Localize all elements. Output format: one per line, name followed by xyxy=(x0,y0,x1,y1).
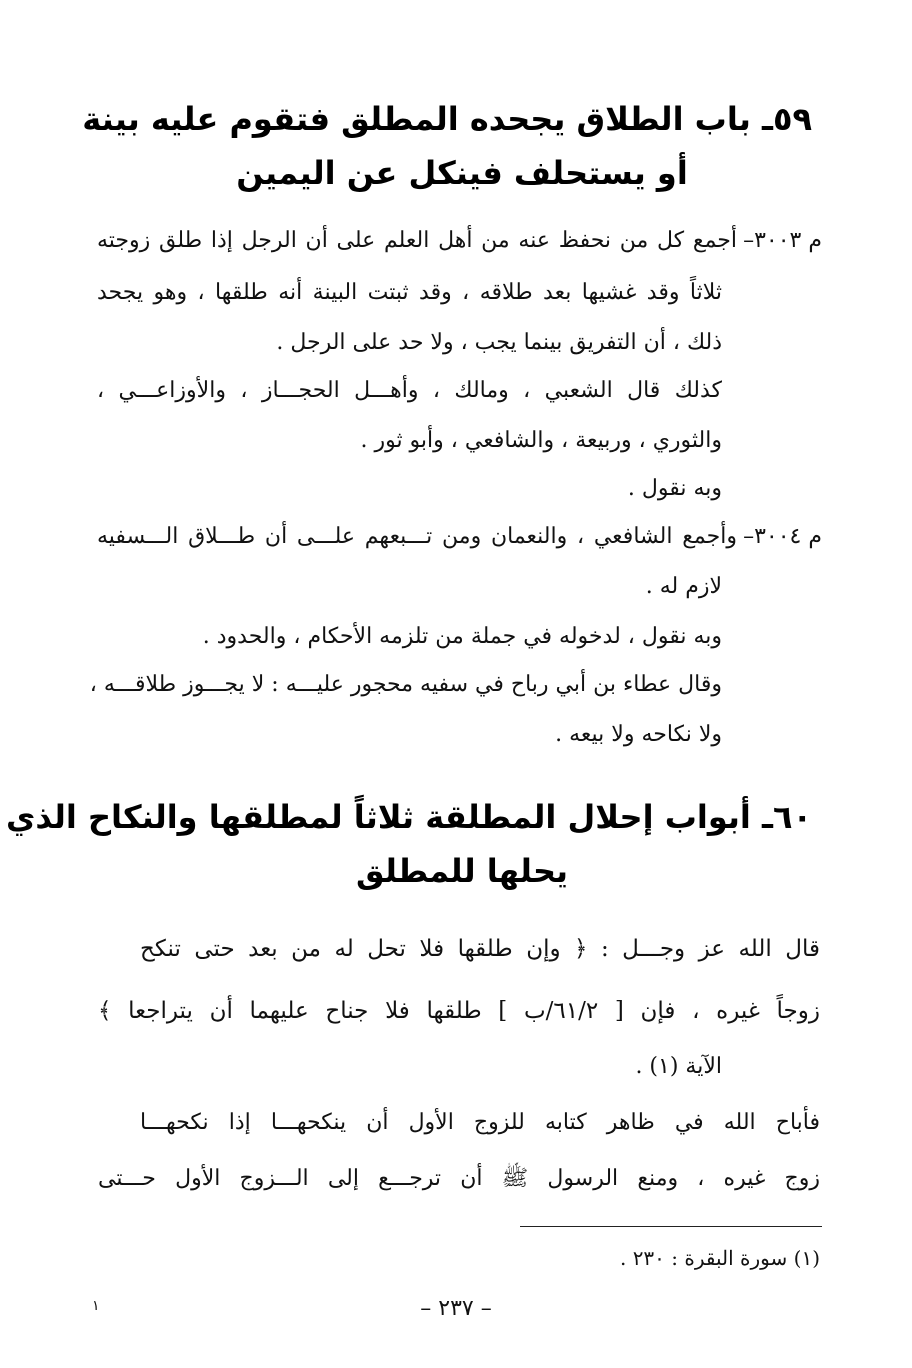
chapter-60-line-5: زوج غيره ، ومنع الرسول ﷺ أن ترجـــع إلى الـــزوج الأول حـــتى xyxy=(98,1166,820,1191)
entry-3003-line-3: ذلك ، أن التفريق بينما يجب ، ولا حد على الرجل . xyxy=(276,330,722,355)
chapter-59-heading xyxy=(82,92,812,200)
entry-3004-line-4: وقال عطاء بن أبي رباح في سفيه محجور عليـــه : لا يجـــوز طلاقـــه ، xyxy=(89,672,722,697)
chapter-60-heading-line-1: ٦٠ـ أبواب إحلال المطلقة ثلاثاً لمطلقها والنكاح الذي xyxy=(6,798,812,836)
entry-3003-line-4: كذلك قال الشعبي ، ومالك ، وأهـــل الحجـــاز ، والأوزاعـــي ، xyxy=(97,378,722,403)
entry-3003-line-6: وبه نقول . xyxy=(627,476,722,501)
stray-mark: ١ xyxy=(92,1298,100,1314)
footnote: (١) سورة البقرة : ٢٣٠ . xyxy=(619,1246,820,1270)
entry-3004-line-2: لازم له . xyxy=(645,574,722,599)
chapter-60-heading xyxy=(6,790,812,898)
chapter-60-line-3: الآية (١) . xyxy=(635,1054,722,1079)
entry-3004-number: م ٣٠٠٤– xyxy=(743,524,822,549)
chapter-59-heading-line-2: أو يستحلف فينكل عن اليمين xyxy=(236,154,688,192)
entry-3004-line-5: ولا نكاحه ولا بيعه . xyxy=(555,722,722,747)
entry-3003-line-2: ثلاثاً وقد غشيها بعد طلاقه ، وقد ثبتت البينة أنه طلقها ، وهو يجحد xyxy=(97,280,722,305)
chapter-60-heading-line-2: يحلها للمطلق xyxy=(355,852,569,890)
chapter-59-heading-line-1: ٥٩ـ باب الطلاق يجحده المطلق فتقوم عليه بينة xyxy=(82,100,812,138)
entry-3004-line-1: وأجمع الشافعي ، والنعمان ومن تـــبعهم علـــى أن طـــلاق الـــسفيه xyxy=(97,524,737,549)
chapter-60-line-2: زوجاً غيره ، فإن [ ٦١/٢/ب ] طلقها فلا جناح عليهما أن يتراجعا ﴾ xyxy=(98,998,820,1024)
entry-3003-line-1: أجمع كل من نحفظ عنه من أهل العلم على أن الرجل إذا طلق زوجته xyxy=(97,228,738,253)
page-number: – ٢٣٧ – xyxy=(420,1296,492,1321)
chapter-60-line-1: قال الله عز وجـــل : ﴿ وإن طلقها فلا تحل له من بعد حتى تنكح xyxy=(140,936,820,962)
entry-3003-line-5: والثوري ، وربيعة ، والشافعي ، وأبو ثور . xyxy=(360,428,722,453)
entry-3004-line-3: وبه نقول ، لدخوله في جملة من تلزمه الأحكام ، والحدود . xyxy=(202,624,722,649)
chapter-60-line-4: فأباح الله في ظاهر كتابه للزوج الأول أن ينكحهـــا إذا نكحهـــا xyxy=(140,1110,820,1135)
footnote-separator xyxy=(520,1226,822,1227)
entry-3003-number: م ٣٠٠٣– xyxy=(743,228,822,253)
